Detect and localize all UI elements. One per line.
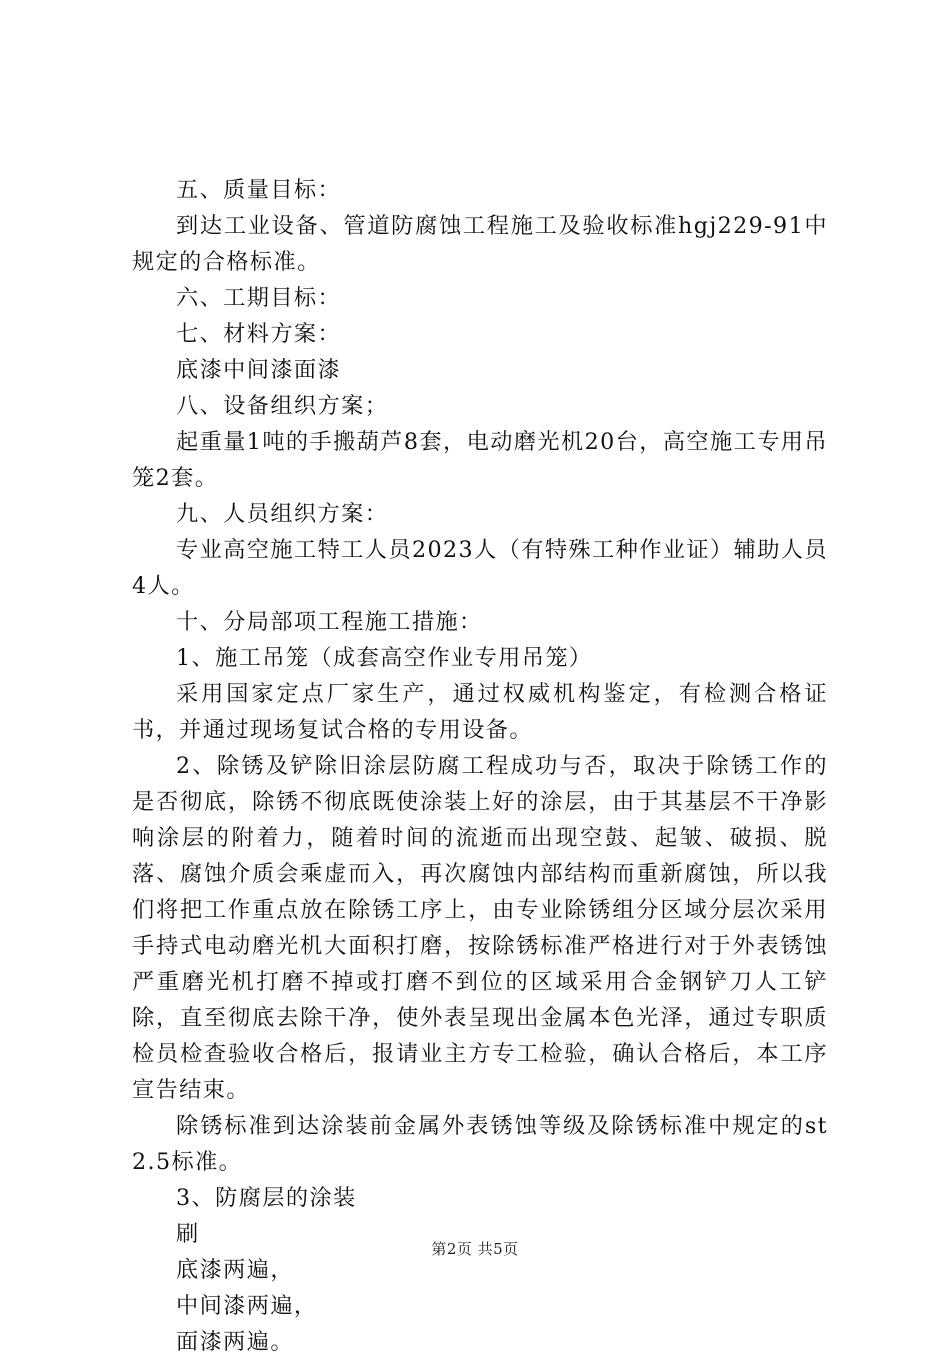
section-heading-schedule-goal: 六、工期目标： [176,285,342,311]
subheading-anticorrosion-coating: 3、防腐层的涂装 [176,1185,357,1211]
list-item-topcoat: 面漆两遍。 [176,1329,294,1355]
section-heading-construction-measures: 十、分局部项工程施工措施： [176,609,483,635]
paragraph-quality-standard: 到达工业设备、管道防腐蚀工程施工及验收标准hgj229-91中规定的合格标准。 [132,213,828,275]
document-body [132,172,828,1360]
paragraph-rust-standard: 除锈标准到达涂装前金属外表锈蚀等级及除锈标准中规定的st2.5标准。 [132,1113,828,1175]
list-item-intermediate-coat: 中间漆两遍， [176,1293,318,1319]
subheading-construction-cradle: 1、施工吊笼（成套高空作业专用吊笼） [176,645,593,671]
section-heading-personnel-plan: 九、人员组织方案： [176,501,389,527]
page-number-footer: 第2页 共5页 [431,1240,519,1258]
paragraph-cradle-description: 采用国家定点厂家生产，通过权威机构鉴定，有检测合格证书，并通过现场复试合格的专用设备。 [132,681,828,743]
section-heading-equipment-plan: 八、设备组织方案； [176,393,389,419]
paragraph-personnel-list: 专业高空施工特工人员2023人（有特殊工种作业证）辅助人员4人。 [132,537,828,599]
list-item-primer: 底漆两遍， [176,1257,294,1283]
list-item-brush: 刷 [176,1221,200,1247]
section-heading-material-plan: 七、材料方案： [176,321,342,347]
paragraph-rust-removal: 2、除锈及铲除旧涂层防腐工程成功与否，取决于除锈工作的是否彻底，除锈不彻底既使涂装上好的涂层，由于其基层不干净影响涂层的附着力，随着时间的流逝而出现空鼓、起皱、破损、脱落、腐蚀介质会乘虚而入，再次腐蚀内部结构而重新腐蚀，所以我们将把工作重点放在除锈工序上，由专业除锈组分区域分层次采用手持式电动磨光机大面积打磨，按除锈标准严格进行对于外表锈蚀严重磨光机打磨不掉或打磨不到位的区域采用合金钢铲刀人工铲除，直至彻底去除干净，使外表呈现出金属本色光泽，通过专职质检员检查验收合格后，报请业主方专工检验，确认合格后，本工序宣告结束。 [132,753,828,1103]
paragraph-paint-list: 底漆中间漆面漆 [176,357,342,383]
paragraph-equipment-list: 起重量1吨的手搬葫芦8套，电动磨光机20台，高空施工专用吊笼2套。 [132,429,828,491]
section-heading-quality-goal: 五、质量目标： [176,177,342,203]
